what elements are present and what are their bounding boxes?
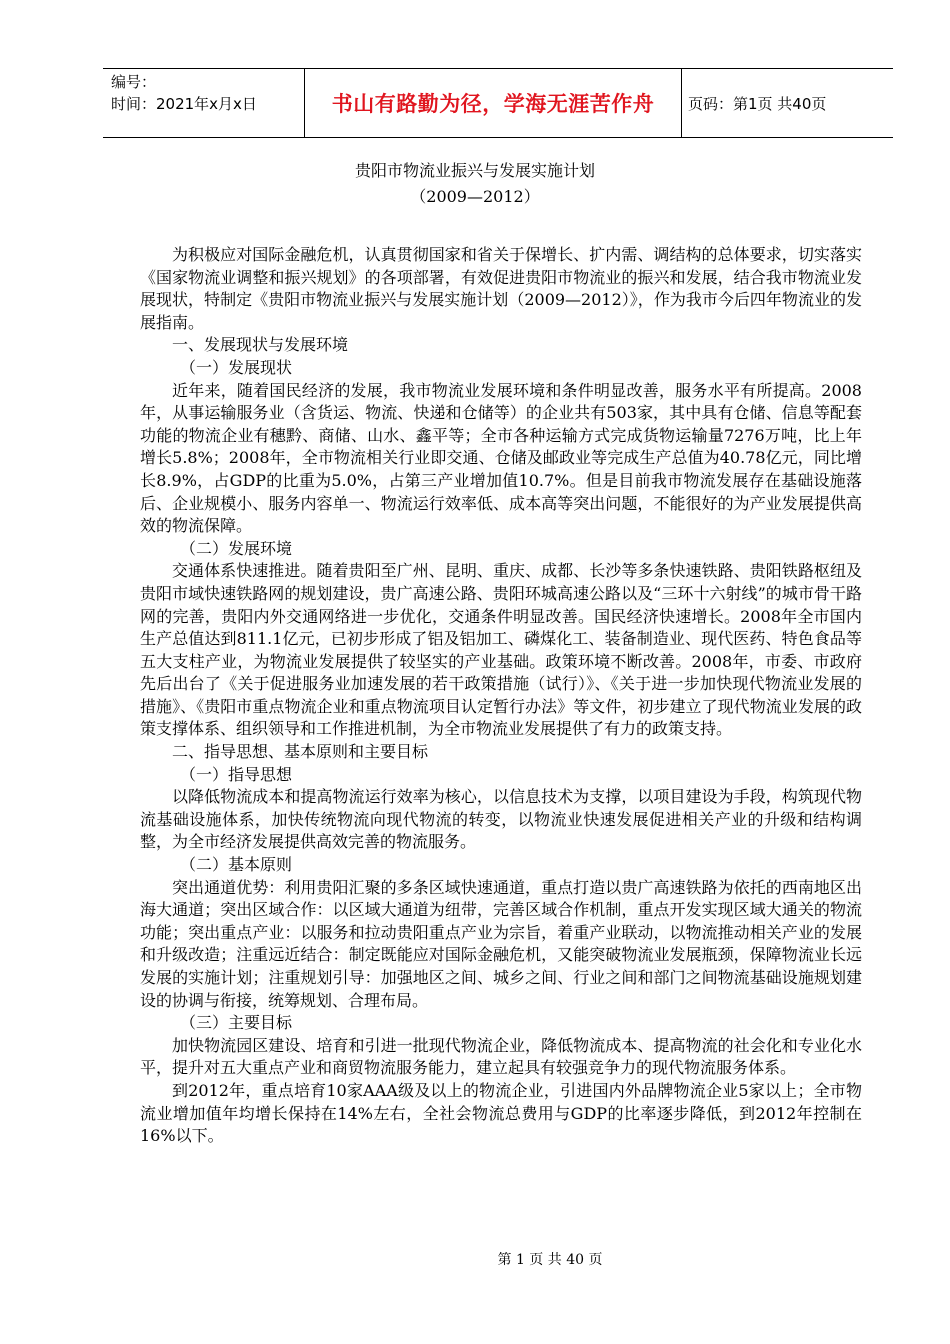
document-title: 贵阳市物流业振兴与发展实施计划 [354,161,595,180]
header-meta-cell [103,69,305,137]
document-time-label: 时间：2021年x月x日 [111,95,257,113]
paragraph-environment: 交通体系快速推进。随着贵阳至广州、昆明、重庆、成都、长沙等多条快速铁路、贵阳铁路枢纽及贵阳市域快速铁路网的规划建设，贵广高速公路、贵阳环城高速公路以及“三环十六射线”的城市骨干路网的完善，贵阳内外交通网络进一步优化，交通条件明显改善。国民经济快速增长。2008年全市国内生产总值达到811.1亿元，已初步形成了铝及铝加工、磷煤化工、装备制造业、现代医药、特色食品等五大支柱产业，为物流业发展提供了较坚实的产业基础。政策环境不断改善。2008年，市委、市政府先后出台了《关于促进服务业加速发展的若干政策措施（试行）》、《关于进一步加快现代物流业发展的措施》、《贵阳市重点物流企业和重点物流项目认定暂行办法》等文件，初步建立了现代物流业发展的政策支撑体系、组织领导和工作推进机制，为全市物流业发展提供了有力的政策支持。 [140,561,862,739]
subsection-heading-1-1: （一）发展现状 [180,357,293,377]
document-subtitle: （2009—2012） [410,187,540,206]
header-page-cell [682,69,893,137]
paragraph-targets-2012: 到2012年，重点培育10家AAA级及以上的物流企业，引进国内外品牌物流企业5家以上；全市物流业增加值年均增长保持在14%左右，全社会物流总费用与GDP的比率逐步降低，到2012年控制在16%以下。 [140,1080,862,1146]
subsection-heading-2-2: （二）基本原则 [180,855,293,875]
header-motto: 书山有路勤为径，学海无涯苦作舟 [331,92,655,116]
subsection-heading-1-2: （二）发展环境 [180,538,293,558]
header-motto-cell [305,69,682,137]
subsection-heading-2-1: （一）指导思想 [180,764,293,784]
subsection-heading-2-3: （三）主要目标 [180,1013,293,1033]
footer-page-number: 第 1 页 共 40 页 [497,1252,603,1268]
paragraph-intro: 为积极应对国际金融危机，认真贯彻国家和省关于保增长、扩内需、调结构的总体要求，切实落实《国家物流业调整和振兴规划》的各项部署，有效促进贵阳市物流业的振兴和发展，结合我市物流业发展现状，特制定《贵阳市物流业振兴与发展实施计划（2009—2012）》，作为我市今后四年物流业的发展指南。 [140,245,862,332]
page-footer [0,1249,950,1269]
paragraph-guiding-thought: 以降低物流成本和提高物流运行效率为核心，以信息技术为支撑，以项目建设为手段，构筑现代物流基础设施体系，加快传统物流向现代物流的转变，以物流业快速发展促进相关产业的升级和结构调整，为全市经济发展提供高效完善的物流服务。 [140,787,862,852]
document-body [140,244,862,1148]
document-number-label: 编号： [111,73,157,91]
paragraph-goals: 加快物流园区建设、培育和引进一批现代物流企业，降低物流成本、提高物流的社会化和专业化水平，提升对五大重点产业和商贸物流服务能力，建立起具有较强竞争力的现代物流服务体系。 [140,1035,862,1078]
section-heading-2: 二、指导思想、基本原则和主要目标 [172,742,429,762]
document-title-block [0,158,950,210]
paragraph-principles: 突出通道优势：利用贵阳汇聚的多条区域快速通道，重点打造以贵广高速铁路为依托的西南地区出海大通道；突出区域合作：以区域大通道为纽带，完善区域合作机制，重点开发实现区域大通关的物流功能；突出重点产业：以服务和拉动贵阳重点产业为宗旨，着重产业联动，以物流推动相关产业的发展和升级改造；注重远近结合：制定既能应对国际金融危机，又能突破物流业发展瓶颈，保障物流业长远发展的实施计划；注重规划引导：加强地区之间、城乡之间、行业之间和部门之间物流基础设施规划建设的协调与衔接，统筹规划、合理布局。 [140,877,862,1010]
header-page-number: 页码：第1页 共40页 [688,94,827,113]
paragraph-current-status: 近年来，随着国民经济的发展，我市物流业发展环境和条件明显改善，服务水平有所提高。2008年，从事运输服务业（含货运、物流、快递和仓储等）的企业共有503家，其中具有仓储、信息等配套功能的物流企业有穗黔、商储、山水、鑫平等；全市各种运输方式完成货物运输量7276万吨，比上年增长5.8%；2008年，全市物流相关行业即交通、仓储及邮政业等完成生产总值为40.78亿元，同比增长8.9%，占GDP的比重为5.0%，占第三产业增加值10.7%。但是目前我市物流发展存在基础设施落后、企业规模小、服务内容单一、物流运行效率低、成本高等突出问题，不能很好的为产业发展提供高效的物流保障。 [140,380,862,536]
section-heading-1: 一、发展现状与发展环境 [172,335,349,355]
page-header [103,68,893,138]
